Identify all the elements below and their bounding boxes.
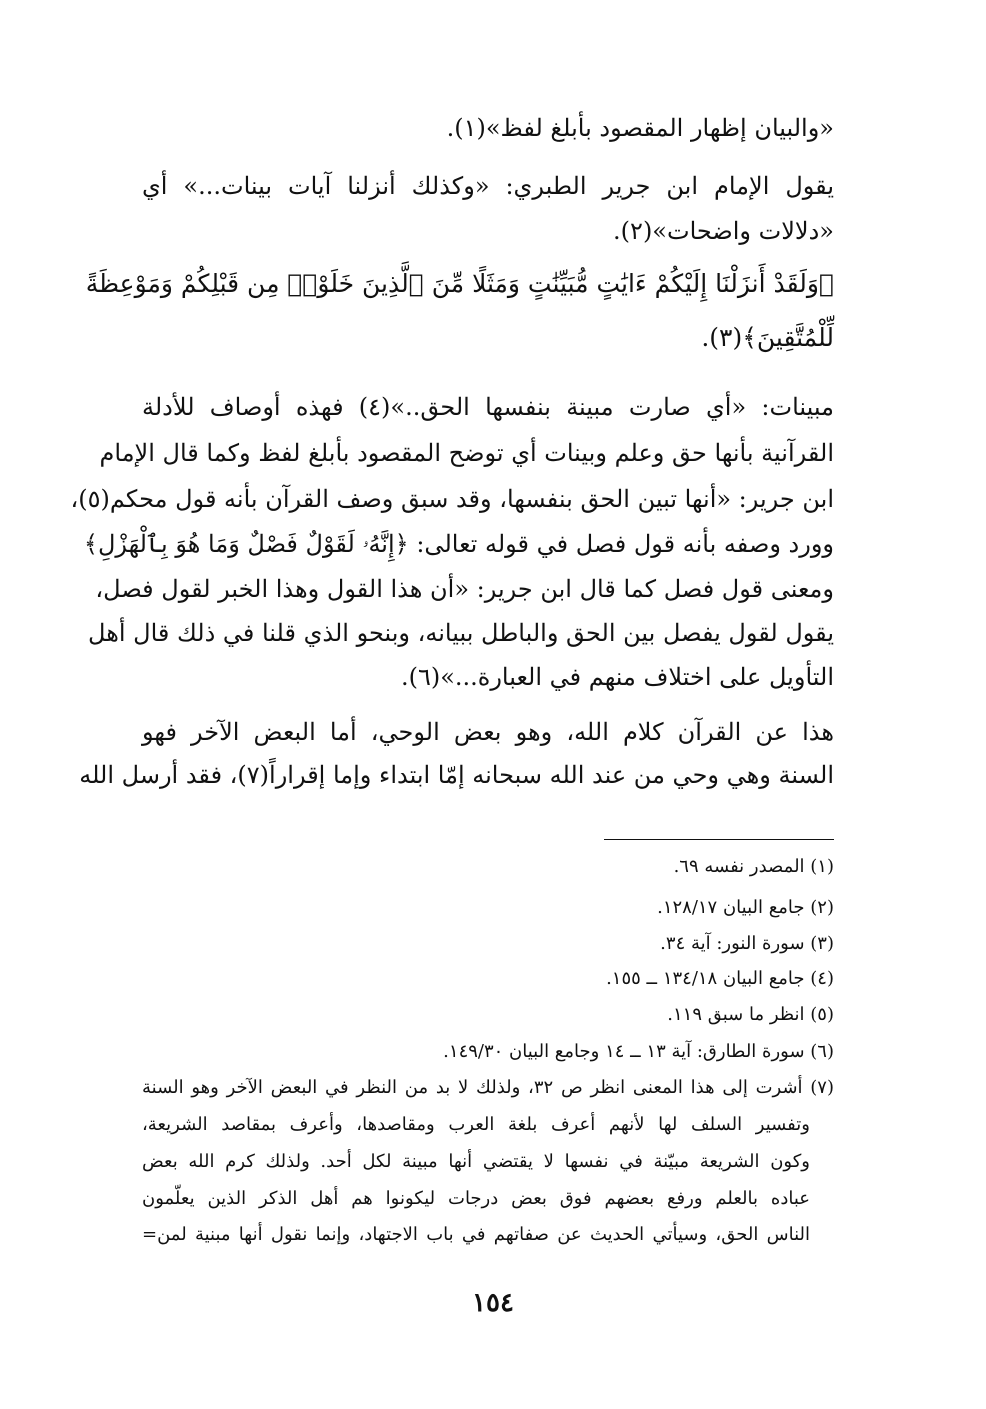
footnote-7-line-3: وكون الشريعة مبيّنة في نفسها لا يقتضي أنها مبينة لكل أحد. ولذلك كرم الله بعض <box>142 1151 810 1172</box>
footnote-1: (١) المصدر نفسه ٦٩. <box>673 856 834 877</box>
body-line-2: يقول الإمام ابن جرير الطبري: «وكذلك أنزلنا آيات بينات...» أي <box>142 172 834 200</box>
footnote-2: (٢) جامع البيان ١٢٨/١٧. <box>657 897 834 918</box>
quran-verse-line-1: ﴿وَلَقَدْ أَنزَلْنَا إِلَيْكُمْ ءَايَٰتٍ مُّبَيِّنَٰتٍ وَمَثَلًا مِّنَ ٱلَّذِينَ خَلَوْا۟ مِن قَبْلِكُمْ وَمَوْعِظَةً <box>85 269 834 298</box>
body-line-6: مبينات: «أي صارت مبينة بنفسها الحق..»(٤) فهذه أوصاف للأدلة <box>142 393 834 421</box>
body-line-12: التأويل على اختلاف منهم في العبارة...»(٦). <box>400 663 834 691</box>
footnote-3: (٣) سورة النور: آية ٣٤. <box>660 933 834 954</box>
body-line-7: القرآنية بأنها حق وعلم وبينات أي توضح المقصود بأبلغ لفظ وكما قال الإمام <box>99 439 834 467</box>
body-line-1: «والبيان إظهار المقصود بأبلغ لفظ»(١). <box>446 114 834 142</box>
page-number: ١٥٤ <box>472 1288 514 1318</box>
footnote-7-line-2: وتفسير السلف لها لأنهم أعرف بلغة العرب ومقاصدها، وأعرف بمقاصد الشريعة، <box>142 1114 810 1135</box>
body-line-11: يقول لقول يفصل بين الحق والباطل ببيانه، وبنحو الذي قلنا في ذلك قال أهل <box>88 619 834 647</box>
footnote-7-line-1: (٧) أشرت إلى هذا المعنى انظر ص ٣٢، ولذلك لا بد من النظر في البعض الآخر وهو السنة <box>142 1077 834 1098</box>
footnote-separator <box>604 839 834 840</box>
footnote-6: (٦) سورة الطارق: آية ١٣ ــ ١٤ وجامع البيان ١٤٩/٣٠. <box>443 1041 834 1062</box>
footnote-5: (٥) انظر ما سبق ١١٩. <box>667 1004 834 1025</box>
body-line-14: السنة وهي وحي من عند الله سبحانه إمّا ابتداء وإما إقراراً(٧)، فقد أرسل الله <box>79 761 834 789</box>
body-line-8: ابن جرير: «أنها تبين الحق بنفسها، وقد سبق وصف القرآن بأنه قول محكم(٥)، <box>70 485 834 513</box>
footnote-7-line-5: الناس الحق، وسيأتي الحديث عن صفاتهم في باب الاجتهاد، وإنما نقول أنها مبنية لمن= <box>142 1224 810 1245</box>
body-line-3: «دلالات واضحات»(٢). <box>613 217 834 245</box>
footnote-4: (٤) جامع البيان ١٣٤/١٨ ــ ١٥٥. <box>606 968 834 989</box>
body-line-9: وورد وصفه بأنه قول فصل في قوله تعالى: ﴿إِنَّهُۥ لَقَوْلٌ فَصْلٌ وَمَا هُوَ بِٱلْهَزْلِ﴾ <box>83 530 834 558</box>
body-line-13: هذا عن القرآن كلام الله، وهو بعض الوحي، أما البعض الآخر فهو <box>142 718 835 746</box>
body-line-10: ومعنى قول فصل كما قال ابن جرير: «أن هذا القول وهذا الخبر لقول فصل، <box>95 575 834 603</box>
footnote-7-line-4: عباده بالعلم ورفع بعضهم فوق بعض درجات ليكونوا هم أهل الذكر الذين يعلّمون <box>142 1188 810 1209</box>
quran-verse-line-2: لِّلْمُتَّقِينَ﴾(٣). <box>701 323 834 352</box>
